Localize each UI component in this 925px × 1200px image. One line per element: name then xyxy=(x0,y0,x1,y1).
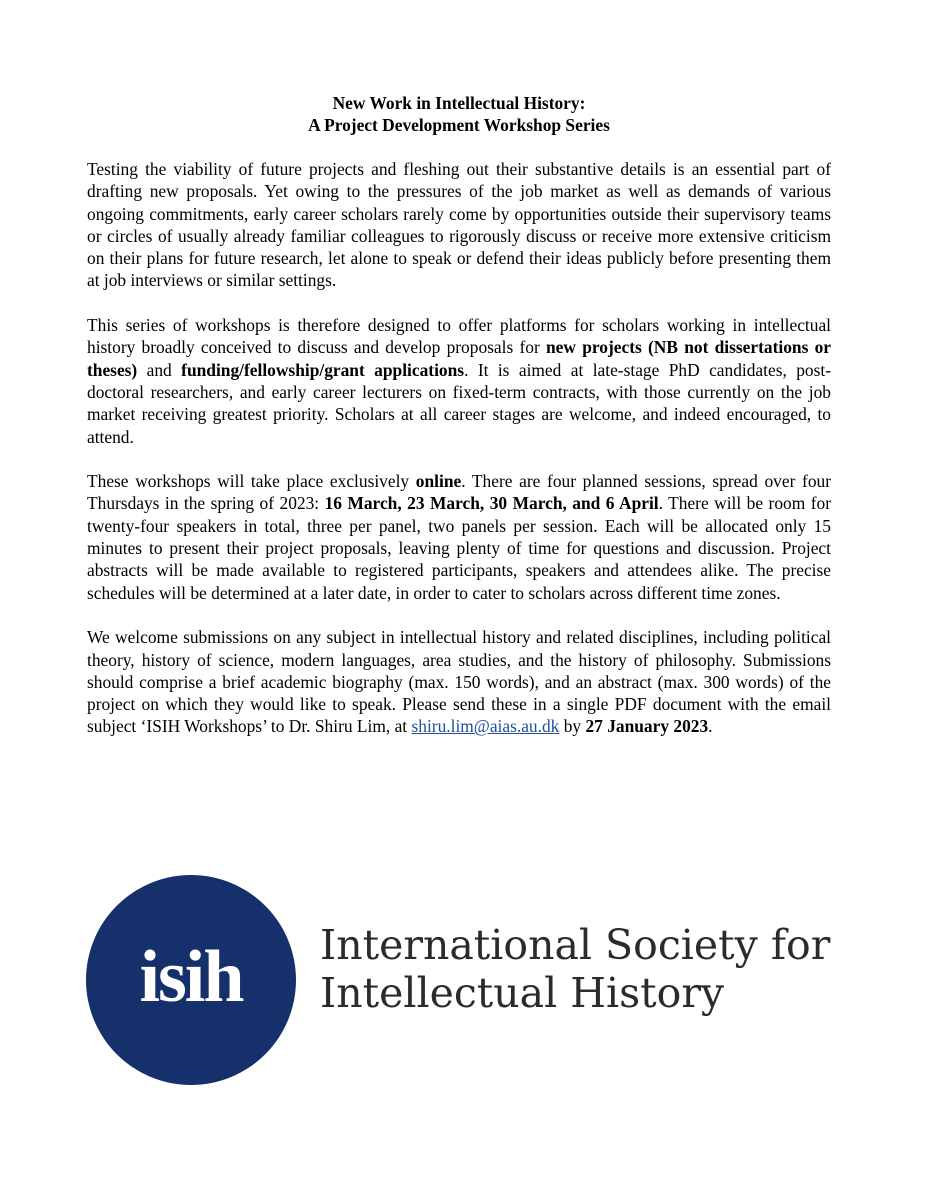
aims-bold-new-projects: new projects (NB not dissertations or theses) xyxy=(87,337,831,380)
aims-bold-funding: funding/fellowship/grant applications xyxy=(181,359,465,380)
organization-name-line-2: Intellectual History xyxy=(320,969,725,1017)
paragraph-intro: Testing the viability of future projects and fleshing out their substantive details is an essential part of drafting new proposals. Yet owing to the pressures of the job market as well as demands of various ongoing commitments, early career scholars rarely come by opportunities outside their supervisory teams or circles of usually already familiar colleagues to rigorously discuss or receive more extensive criticism on their plans for future research, let alone to speak or defend their ideas publicly before presenting them at job interviews or similar settings. xyxy=(87,159,831,291)
organization-name xyxy=(320,921,830,1017)
aims-text-2: and xyxy=(137,359,182,380)
aims-text-1: This series of workshops is therefore designed to offer platforms for scholars working in intellectual history broadly conceived to discuss and develop proposals for xyxy=(87,315,831,358)
submissions-text-3: . xyxy=(708,716,713,737)
isih-seal-text: isih xyxy=(139,936,243,1018)
organization-name-line-1: International Society for xyxy=(320,921,831,969)
document-body xyxy=(87,92,831,760)
email-link[interactable]: shiru.lim@aias.au.dk xyxy=(411,716,560,737)
aims-text-3: . It is aimed at late-stage PhD candidates, post-doctoral researchers, and early career lecturers on fixed-term contracts, with those currently on the job market receiving greatest priority. Scholars at all career stages are welcome, and indeed encouraged, to attend. xyxy=(87,359,831,447)
format-text-3: . There will be room for twenty-four speakers in total, three per panel, two panels per session. Each will be allocated only 15 minutes to present their project proposals, leaving plenty of time for questions and discussion. Project abstracts will be made available to registered participants, speakers and attendees alike. The precise schedules will be determined at a later date, in order to cater to scholars across different time zones. xyxy=(87,493,831,603)
paragraph-aims xyxy=(87,314,831,448)
title-line-1: New Work in Intellectual History: xyxy=(332,93,586,113)
submissions-text-1: We welcome submissions on any subject in intellectual history and related disciplines, including political theory, history of science, modern languages, area studies, and the history of philosophy. Submissions should comprise a brief academic biography (max. 150 words), and an abstract (max. 300 words) of the project on which they would like to speak. Please send these in a single PDF document with the email subject ‘ISIH Workshops’ to Dr. Shiru Lim, at xyxy=(87,627,831,737)
submissions-bold-deadline: 27 January 2023 xyxy=(585,716,709,737)
format-text-2: . There are four planned sessions, spread over four Thursdays in the spring of 2023: xyxy=(87,471,831,514)
paragraph-format xyxy=(87,470,831,604)
format-text-1: These workshops will take place exclusively xyxy=(87,471,416,492)
isih-logo xyxy=(86,875,831,1085)
format-bold-dates: 16 March, 23 March, 30 March, and 6 April xyxy=(324,493,659,514)
title-line-2: A Project Development Workshop Series xyxy=(308,115,610,135)
document-title xyxy=(87,92,831,136)
paragraph-submissions xyxy=(87,626,831,737)
submissions-text-2: by xyxy=(559,716,586,737)
format-bold-online: online xyxy=(415,471,462,492)
